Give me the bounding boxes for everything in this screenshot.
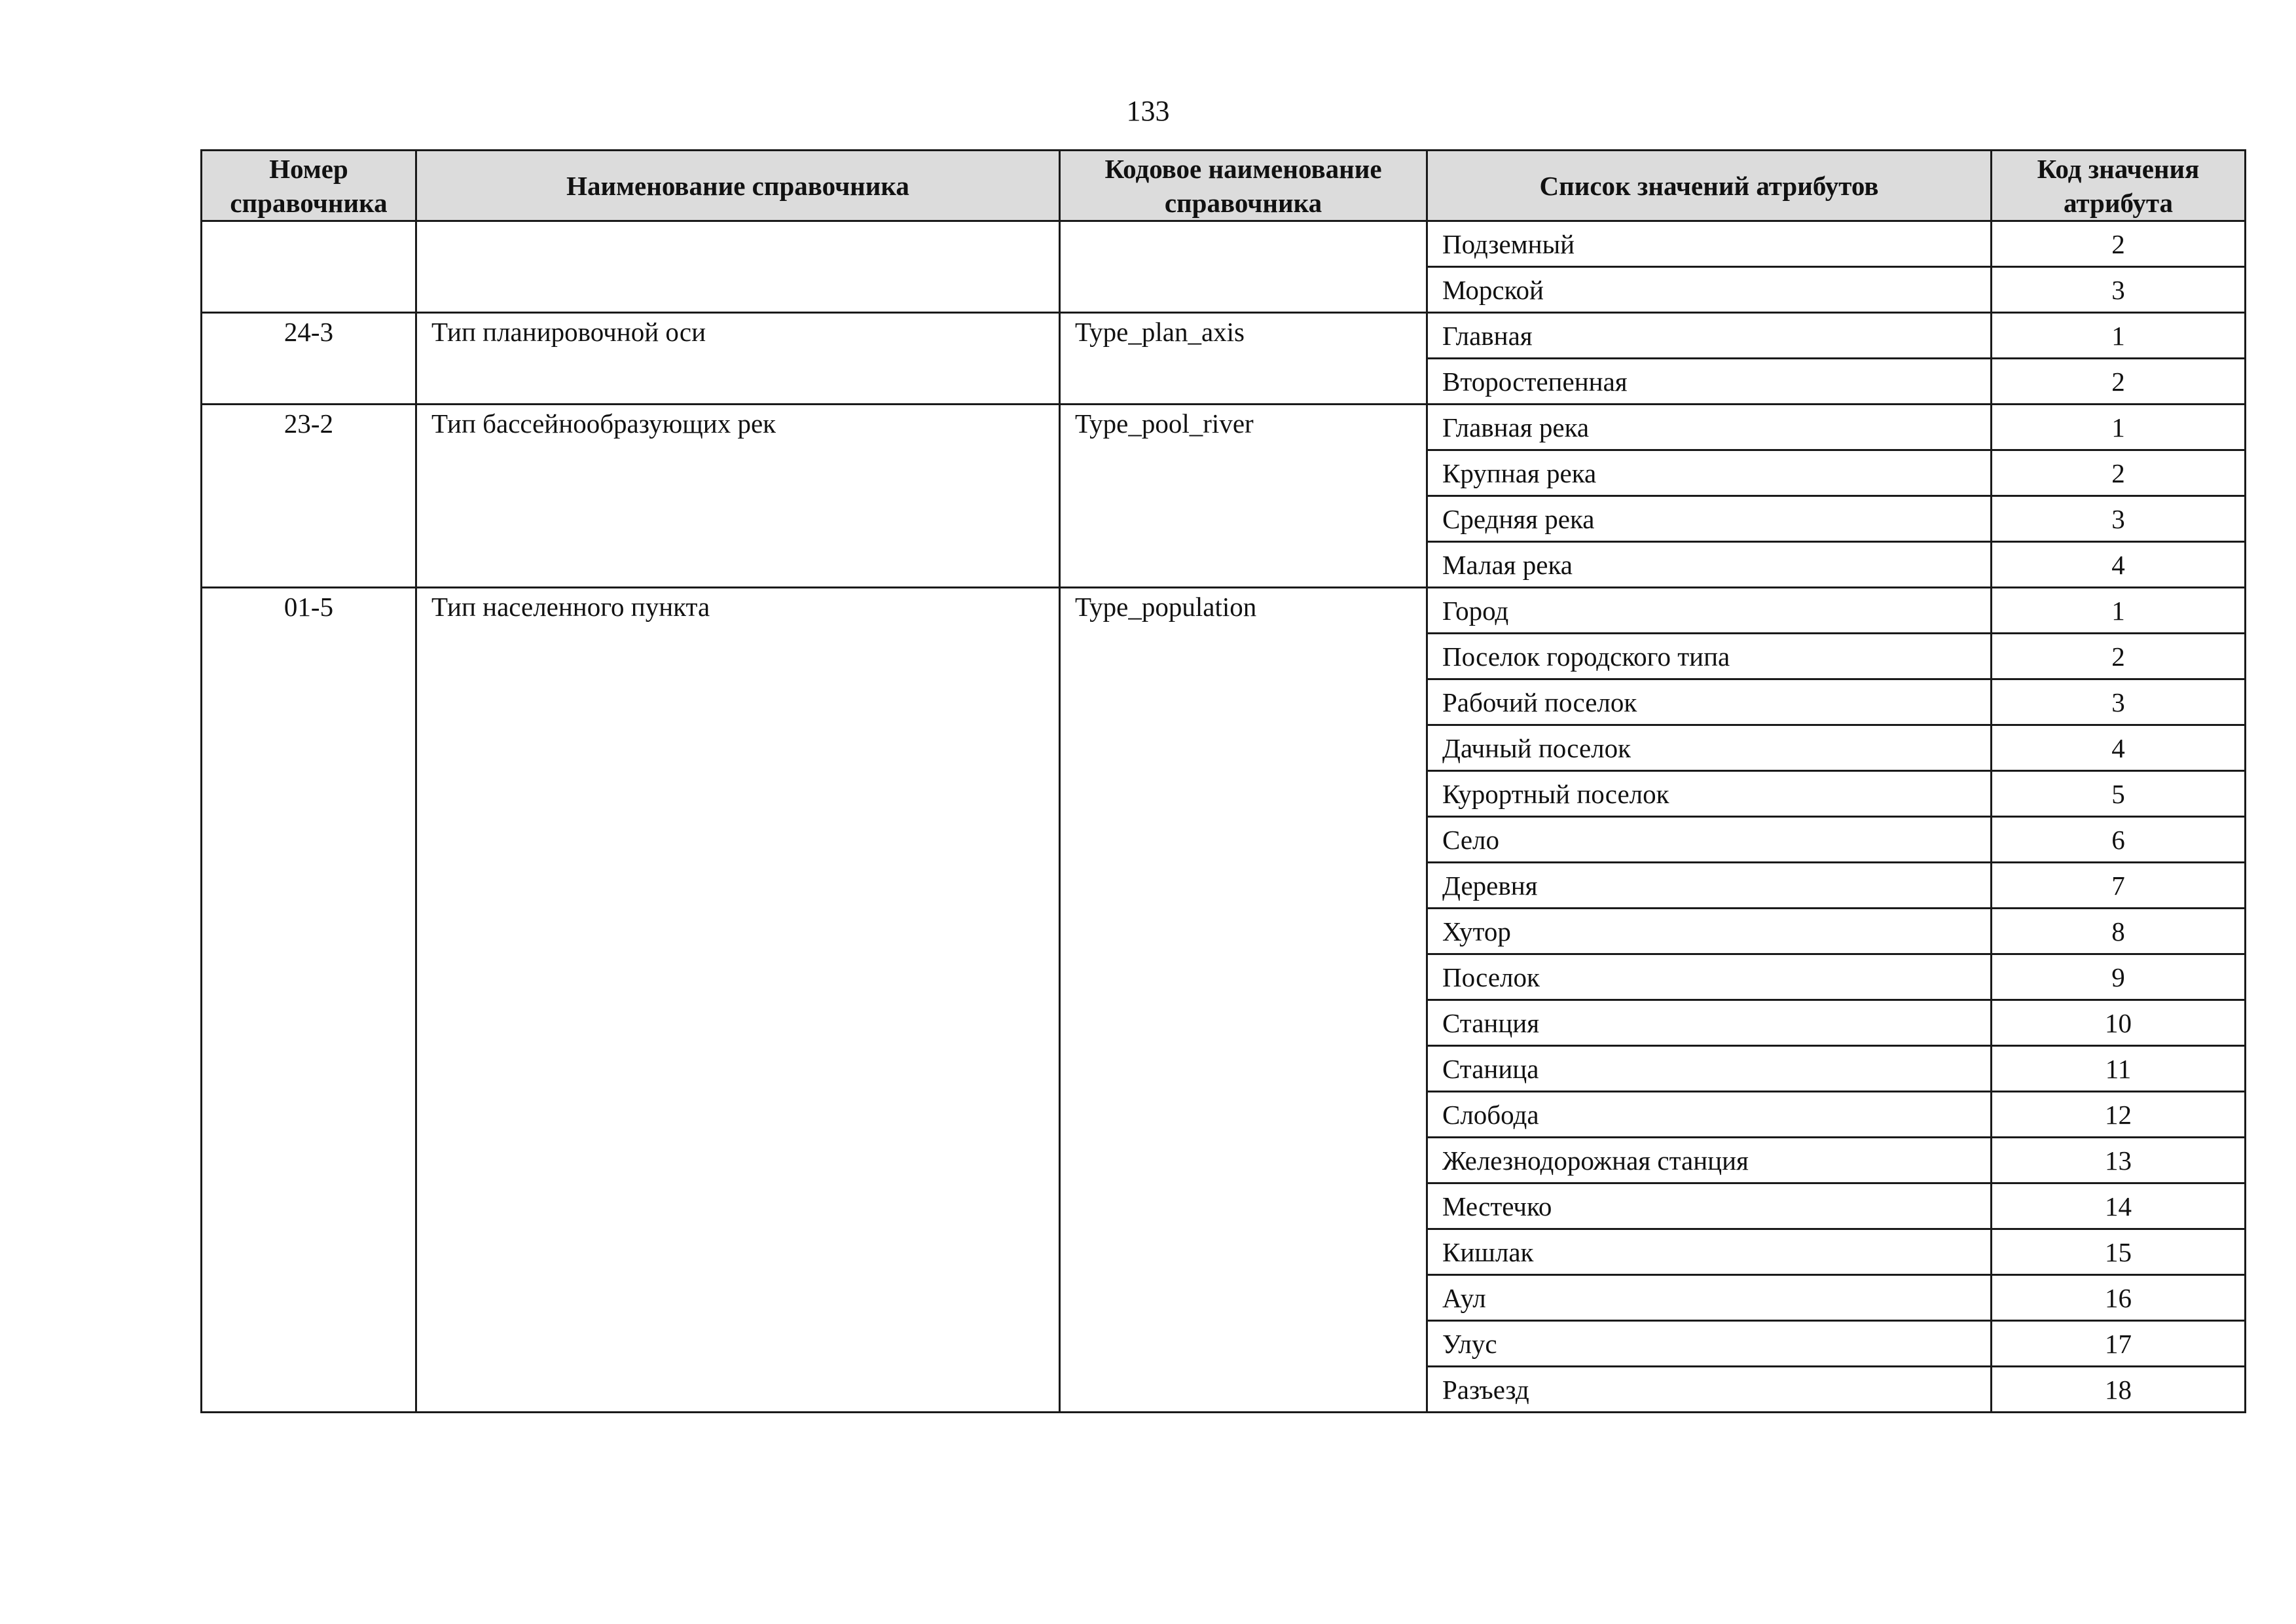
cell-value: Аул [1427,1275,1992,1321]
cell-value-code: 18 [1992,1367,2246,1413]
reference-table [200,149,2246,1413]
table-body [202,221,2246,1413]
cell-name [416,221,1060,313]
cell-value-code: 10 [1992,1000,2246,1046]
cell-value: Крупная река [1427,450,1992,496]
table-row [202,313,2246,359]
cell-value: Железнодорожная станция [1427,1138,1992,1183]
cell-value: Средняя река [1427,496,1992,542]
cell-value: Морской [1427,267,1992,313]
cell-value-code: 17 [1992,1321,2246,1367]
cell-value-code: 4 [1992,725,2246,771]
cell-value-code: 11 [1992,1046,2246,1092]
cell-value: Деревня [1427,863,1992,909]
cell-value-code: 3 [1992,496,2246,542]
cell-value: Подземный [1427,221,1992,267]
cell-number: 24-3 [202,313,416,405]
cell-value-code: 2 [1992,359,2246,405]
cell-name: Тип бассейнообразующих рек [416,405,1060,588]
cell-value-code: 2 [1992,221,2246,267]
cell-value: Кишлак [1427,1229,1992,1275]
cell-value-code: 2 [1992,634,2246,679]
cell-value: Город [1427,588,1992,634]
table-row [202,221,2246,267]
cell-value-code: 6 [1992,817,2246,863]
header-number: Номер справочника [202,151,416,221]
cell-value-code: 1 [1992,588,2246,634]
cell-code-name [1060,221,1427,313]
table-row [202,588,2246,634]
cell-value-code: 16 [1992,1275,2246,1321]
cell-value: Слобода [1427,1092,1992,1138]
cell-value-code: 12 [1992,1092,2246,1138]
cell-value-code: 1 [1992,405,2246,450]
table-row [202,405,2246,450]
cell-value-code: 4 [1992,542,2246,588]
cell-value: Курортный поселок [1427,771,1992,817]
cell-value-code: 2 [1992,450,2246,496]
cell-value: Поселок [1427,954,1992,1000]
cell-value-code: 3 [1992,679,2246,725]
cell-value-code: 13 [1992,1138,2246,1183]
cell-value: Главная [1427,313,1992,359]
cell-number: 23-2 [202,405,416,588]
cell-code-name: Type_plan_axis [1060,313,1427,405]
cell-value: Хутор [1427,909,1992,954]
cell-number [202,221,416,313]
table-header-row [202,151,2246,221]
header-code-name: Кодовое наименование справочника [1060,151,1427,221]
cell-value: Улус [1427,1321,1992,1367]
cell-value: Станция [1427,1000,1992,1046]
cell-value: Поселок городского типа [1427,634,1992,679]
cell-value-code: 9 [1992,954,2246,1000]
cell-value-code: 5 [1992,771,2246,817]
cell-value: Разъезд [1427,1367,1992,1413]
cell-value-code: 14 [1992,1183,2246,1229]
cell-value: Станица [1427,1046,1992,1092]
cell-value: Рабочий поселок [1427,679,1992,725]
cell-name: Тип планировочной оси [416,313,1060,405]
cell-value: Дачный поселок [1427,725,1992,771]
cell-value-code: 7 [1992,863,2246,909]
cell-code-name: Type_population [1060,588,1427,1413]
cell-value-code: 3 [1992,267,2246,313]
cell-value-code: 1 [1992,313,2246,359]
header-name: Наименование справочника [416,151,1060,221]
cell-value: Главная река [1427,405,1992,450]
cell-value: Село [1427,817,1992,863]
cell-value: Малая река [1427,542,1992,588]
cell-value: Второстепенная [1427,359,1992,405]
cell-name: Тип населенного пункта [416,588,1060,1413]
cell-code-name: Type_pool_river [1060,405,1427,588]
header-values: Список значений атрибутов [1427,151,1992,221]
page-number: 133 [1126,95,1170,127]
cell-number: 01-5 [202,588,416,1413]
cell-value-code: 8 [1992,909,2246,954]
cell-value: Местечко [1427,1183,1992,1229]
header-value-code: Код значения атрибута [1992,151,2246,221]
cell-value-code: 15 [1992,1229,2246,1275]
